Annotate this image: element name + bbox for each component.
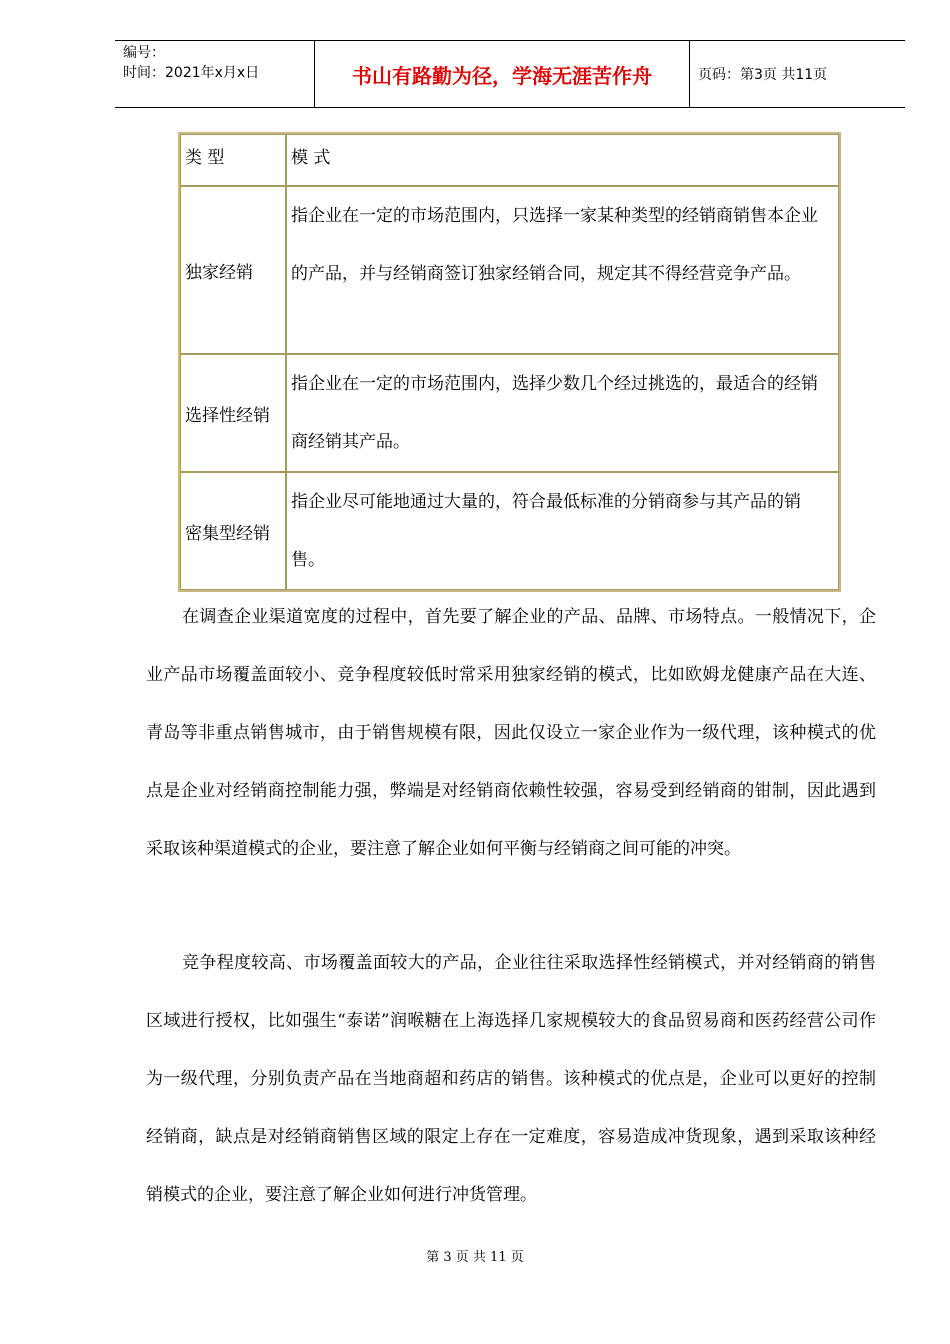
header-meta — [115, 41, 315, 107]
table-cell-mode: 指企业在一定的市场范围内，选择少数几个经过挑选的，最适合的经销商经销其产品。 — [286, 354, 839, 472]
table-cell-type: 密集型经销 — [180, 472, 286, 590]
table-header-type: 类 型 — [180, 134, 286, 186]
table-header-mode: 模 式 — [286, 134, 839, 186]
distribution-mode-table — [178, 132, 841, 592]
header-page-number: 页码：第3页 共11页 — [698, 67, 828, 83]
body-paragraph: 在调查企业渠道宽度的过程中，首先要了解企业的产品、品牌、市场特点。一般情况下，企业产品市场覆盖面较小、竞争程度较低时常采用独家经销的模式，比如欧姆龙健康产品在大连、青岛等非重点销售城市，由于销售规模有限，因此仅设立一家企业作为一级代理，该种模式的优点是企业对经销商控制能力强，弊端是对经销商依赖性较强，容易受到经销商的钳制，因此遇到采取该种渠道模式的企业，要注意了解企业如何平衡与经销商之间可能的冲突。 — [146, 607, 876, 859]
page-header — [115, 40, 905, 108]
table-cell-mode: 指企业尽可能地通过大量的，符合最低标准的分销商参与其产品的销售。 — [286, 472, 839, 590]
table-row — [180, 472, 839, 590]
table-row — [180, 186, 839, 354]
table-row — [180, 354, 839, 472]
table-cell-type: 独家经销 — [180, 186, 286, 354]
time-label: 时间：2021年x月x日 — [123, 65, 260, 81]
number-label: 编号： — [123, 45, 165, 61]
body-paragraph: 竞争程度较高、市场覆盖面较大的产品，企业往往采取选择性经销模式，并对经销商的销售区域进行授权，比如强生“泰诺”润喉糖在上海选择几家规模较大的食品贸易商和医药经营公司作为一级代理，分别负责产品在当地商超和药店的销售。该种模式的优点是，企业可以更好的控制经销商，缺点是对经销商销售区域的限定上存在一定难度，容易造成冲货现象，遇到采取该种经销模式的企业，要注意了解企业如何进行冲货管理。 — [146, 953, 876, 1205]
page-footer: 第 3 页 共 11 页 — [426, 1250, 524, 1265]
table-cell-mode: 指企业在一定的市场范围内，只选择一家某种类型的经销商销售本企业的产品，并与经销商签订独家经销合同，规定其不得经营竞争产品。 — [286, 186, 839, 354]
table-cell-type: 选择性经销 — [180, 354, 286, 472]
table-header-row — [180, 134, 839, 186]
header-motto: 书山有路勤为径，学海无涯苦作舟 — [315, 41, 690, 107]
